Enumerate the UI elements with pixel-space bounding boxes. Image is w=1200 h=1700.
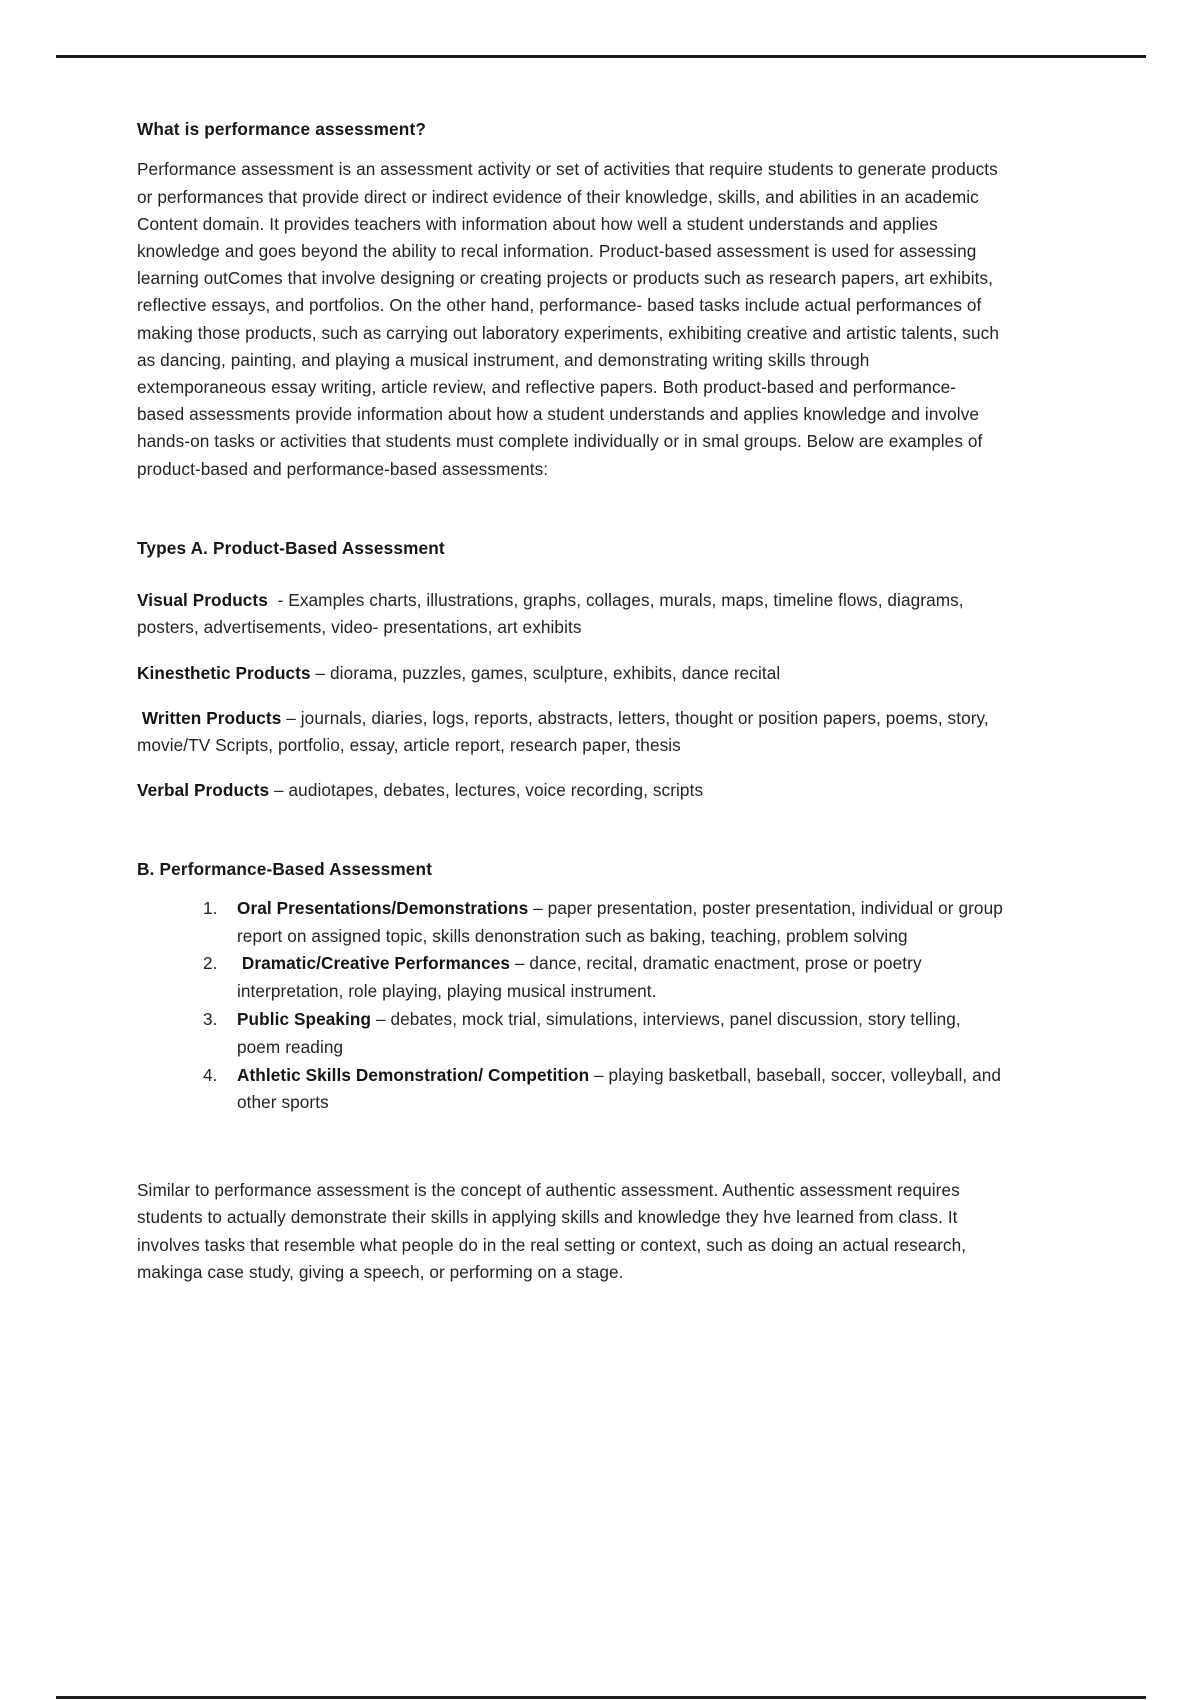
performance-term-oral: Oral Presentations/Demonstrations <box>237 897 529 918</box>
performance-separator: – <box>510 953 530 974</box>
performance-separator: – <box>528 897 548 918</box>
spacer <box>137 881 1003 895</box>
list-item <box>203 950 1003 1006</box>
performance-separator: – <box>371 1008 391 1029</box>
spacer <box>137 1117 1003 1177</box>
spacer <box>137 140 1003 156</box>
section-b-heading: B. Performance-Based Assessment <box>137 859 433 880</box>
page-bottom-rule <box>56 1696 1146 1699</box>
product-term-kinesthetic: Kinesthetic Products <box>137 662 311 683</box>
list-item <box>203 1062 1003 1118</box>
spacer <box>137 483 1003 537</box>
product-item-written <box>137 705 1003 759</box>
performance-description-dramatic: dance, recital, dramatic enactment, prose or poetry interpretation, role playing, playing musical instrument. <box>237 953 922 1002</box>
page-top-rule <box>56 55 1146 58</box>
list-item <box>203 895 1003 951</box>
performance-term-public-speaking: Public Speaking <box>237 1008 372 1029</box>
performance-term-dramatic: Dramatic/Creative Performances <box>237 953 511 974</box>
spacer <box>137 642 1003 660</box>
product-term-verbal: Verbal Products <box>137 780 270 801</box>
document-content <box>137 118 1003 1286</box>
product-separator: – <box>310 662 331 683</box>
product-term-written: Written Products <box>137 707 282 728</box>
product-description-verbal: audiotapes, debates, lectures, voice recording, scripts <box>288 780 704 801</box>
product-separator: – <box>281 707 301 728</box>
section-a-heading: Types A. Product-Based Assessment <box>137 537 445 558</box>
spacer <box>137 804 1003 858</box>
performance-description-athletic: playing basketball, baseball, soccer, volleyball, and other sports <box>237 1064 1002 1113</box>
intro-paragraph: Performance assessment is an assessment activity or set of activities that require students to generate products or performances that provide direct or indirect evidence of their knowledge, skills, and abilities in an academic Content domain. It provides teachers with information about how well a student understands and applies knowledge and goes beyond the ability to recal information. Product-based assessment is used for assessing learning outComes that involve designing or creating projects or products such as research papers, art exhibits, reflective essays, and portfolios. On the other hand, performance- based tasks include actual performances of making those products, such as carrying out laboratory experiments, exhibiting creative and artistic talents, such as dancing, painting, and playing a musical instrument, and demonstrating writing skills through extemporaneous essay writing, article review, and reflective papers. Both product-based and performance-based assessments provide information about how a student understands and applies knowledge and involve hands-on tasks or activities that students must complete individually or in smal groups. Below are examples of product-based and performance-based assessments: <box>137 159 999 479</box>
spacer <box>137 559 1003 587</box>
closing-paragraph: Similar to performance assessment is the concept of authentic assessment. Authentic assessment requires students to actually demonstrate their skills in applying skills and knowledge they hve learned from class. It involves tasks that resemble what people do in the real setting or context, such as doing an actual research, makinga case study, giving a speech, or performing on a stage. <box>137 1180 967 1282</box>
product-term-visual: Visual Products <box>137 590 273 611</box>
product-separator: – <box>269 780 289 801</box>
product-item-verbal <box>137 777 1003 804</box>
performance-assessment-list <box>137 895 1003 1117</box>
page-title: What is performance assessment? <box>137 119 427 139</box>
performance-term-athletic: Athletic Skills Demonstration/ Competition <box>237 1064 590 1085</box>
list-item <box>203 1006 1003 1062</box>
spacer <box>137 687 1003 705</box>
product-description-kinesthetic: diorama, puzzles, games, sculpture, exhibits, dance recital <box>330 662 781 683</box>
product-item-kinesthetic <box>137 660 1003 687</box>
product-item-visual <box>137 587 1003 641</box>
performance-description-public-speaking: debates, mock trial, simulations, interviews, panel discussion, story telling, poem reading <box>237 1008 961 1057</box>
performance-separator: – <box>589 1064 609 1085</box>
product-description-visual: Examples charts, illustrations, graphs, collages, murals, maps, timeline flows, diagrams, posters, advertisements, video- presentations, art exhibits <box>137 590 964 638</box>
product-description-written: journals, diaries, logs, reports, abstracts, letters, thought or position papers, poems, story, movie/TV Scripts, portfolio, essay, article report, research paper, thesis <box>137 707 989 755</box>
performance-description-oral: paper presentation, poster presentation, individual or group report on assigned topic, skills denonstration such as baking, teaching, problem solving <box>237 897 1003 946</box>
product-separator: - <box>272 590 289 611</box>
spacer <box>137 759 1003 777</box>
